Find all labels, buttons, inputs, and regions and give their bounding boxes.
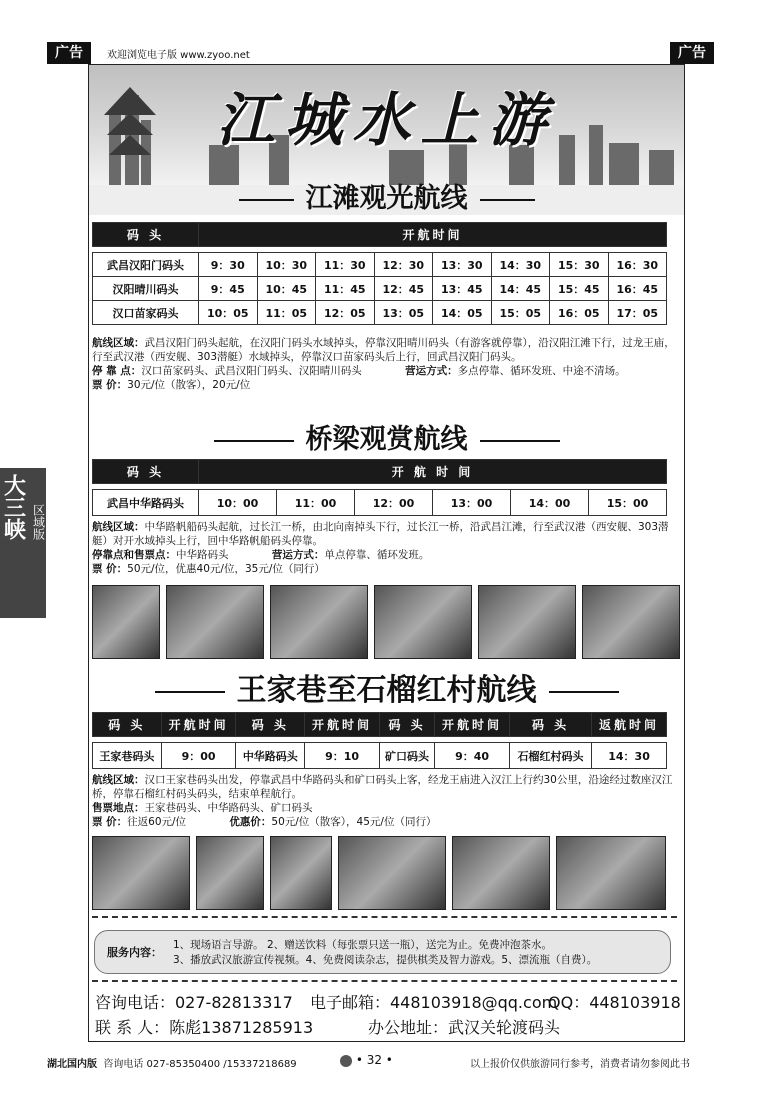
route2-title: 桥梁观赏航线 <box>89 417 684 456</box>
route3-table: 码 头 开航时间 码 头 开航时间 码 头 开航时间 码 头 返航时间 王家巷码头 9：00 中华路码头 9：10 矿口码头 9：40 石榴红村码头 14：30 <box>92 712 667 769</box>
contact-person: 联 系 人：陈彪13871285913 <box>95 1018 314 1037</box>
photo-yellow-crane-tower <box>92 585 160 659</box>
table-row: 王家巷码头 9：00 中华路码头 9：10 矿口码头 9：40 石榴红村码头 14：30 <box>93 743 667 769</box>
route2-table: 码 头 开 航 时 间 武昌中华路码头 10：00 11：00 12：00 13：00 14：00 15：00 <box>92 459 667 516</box>
contact-qq: QQ：448103918 <box>548 993 681 1012</box>
route1-col-dock: 码 头 <box>93 223 199 247</box>
photo-riverside <box>374 585 472 659</box>
page-number: • 32 • <box>340 1053 393 1067</box>
banner-title: 江城水上游 <box>216 86 557 154</box>
contact-address: 办公地址：武汉关轮渡码头 <box>368 1018 561 1037</box>
route1-col-time: 开航时间 <box>199 223 667 247</box>
route3-info: 航线区域：汉口王家巷码头出发，停靠武昌中华路码头和矿口码头上客，经龙王庙进入汉江上行约30公里，沿途经过数座汉江桥，停靠石榴红村码头码头，结束单程航行。 售票地点：王家巷码头、中华路码头、矿口码头 票 价：往返60元/位 优惠价：50元/位（散客），45元/位（同行） <box>92 774 673 828</box>
route2-info: 航线区域：中华路帆船码头起航，过长江一桥，由北向南掉头下行，过长江一桥，沿武昌江滩，行至武汉港（西安舰、303潜艇）对开水域掉头上行，回中华路帆船码头停靠。 停靠点和售票点：中华路码头 营运方式：单点停靠、循环发班。 票 价：50元/位，优惠40元/位，35元/位（同行） <box>92 521 669 575</box>
route3-title: 王家巷至石榴红村航线 <box>89 665 684 709</box>
table-row: 武昌中华路码头 10：00 11：00 12：00 13：00 14：00 15：00 <box>93 490 667 516</box>
side-big-text: 大三峡 <box>0 474 26 540</box>
photo-city <box>478 585 576 659</box>
photo-archway <box>582 585 680 659</box>
route2-photos <box>92 585 680 659</box>
route1-info: 航线区域：武昌汉阳门码头起航，在汉阳门码头水域掉头，停靠汉阳晴川码头（有游客就停靠），沿汉阳江滩下行，过龙王庙，行至武汉港（西安舰、303潜艇）水域掉头，停靠汉口苗家码头后上行，回武昌汉阳门码头。 停 靠 点：汉口苗家码头、武昌汉阳门码头、汉阳晴川码头 营运方式：多点停靠、循环发班、中途不清场。 票 价：30元/位（散客），20元/位 <box>92 337 675 391</box>
divider <box>92 916 677 918</box>
route1-table <box>92 222 667 325</box>
route3-photos <box>92 836 666 910</box>
photo-sculpture <box>270 836 332 910</box>
footer-right: 以上报价仅供旅游同行参考，消费者请勿参阅此书 <box>470 1059 690 1070</box>
photo-han-river-bridge <box>92 836 190 910</box>
service-label: 服务内容： <box>107 946 162 959</box>
service-line1: 1、现场语言导游。 2、赠送饮料（每张票只送一瓶），送完为止。免费冲泡茶水。 <box>173 939 552 951</box>
photo-old-street <box>452 836 550 910</box>
divider <box>92 980 677 982</box>
footer-left: 湖北国内版 咨询电话 027-85350400 /15337218689 <box>47 1059 297 1070</box>
contact-email: 电子邮箱：448103918@qq.com <box>310 993 558 1012</box>
photo-village-sign <box>196 836 264 910</box>
table-row: 汉口苗家码头 10：05 11：05 12：05 13：05 14：05 15：05 16：05 17：05 <box>93 301 667 325</box>
ad-tag-left: 广告 <box>47 42 91 64</box>
side-small-text: 区域版 <box>31 504 46 540</box>
welcome-text: 欢迎浏览电子版 www.zyoo.net <box>107 50 250 61</box>
photo-bridge <box>166 585 264 659</box>
route1-title: 江滩观光航线 <box>89 176 684 215</box>
photo-warship <box>270 585 368 659</box>
table-row: 汉阳晴川码头 9：45 10：45 11：45 12：45 13：45 14：45 15：45 16：45 <box>93 277 667 301</box>
region-side-tab <box>0 468 46 618</box>
service-line2: 3、播放武汉旅游宣传视频。4、免费阅读杂志，提供棋类及智力游戏。5、漂流瓶（自费）。 <box>173 954 598 966</box>
photo-village-gate <box>338 836 446 910</box>
ad-tag-right: 广告 <box>670 42 714 64</box>
photo-river-village <box>556 836 666 910</box>
contact-phone: 咨询电话：027-82813317 <box>95 993 293 1012</box>
service-box <box>94 930 671 974</box>
table-row: 武昌汉阳门码头 9：30 10：30 11：30 12：30 13：30 14：30 15：30 16：30 <box>93 253 667 277</box>
page-badge-icon <box>340 1055 352 1067</box>
